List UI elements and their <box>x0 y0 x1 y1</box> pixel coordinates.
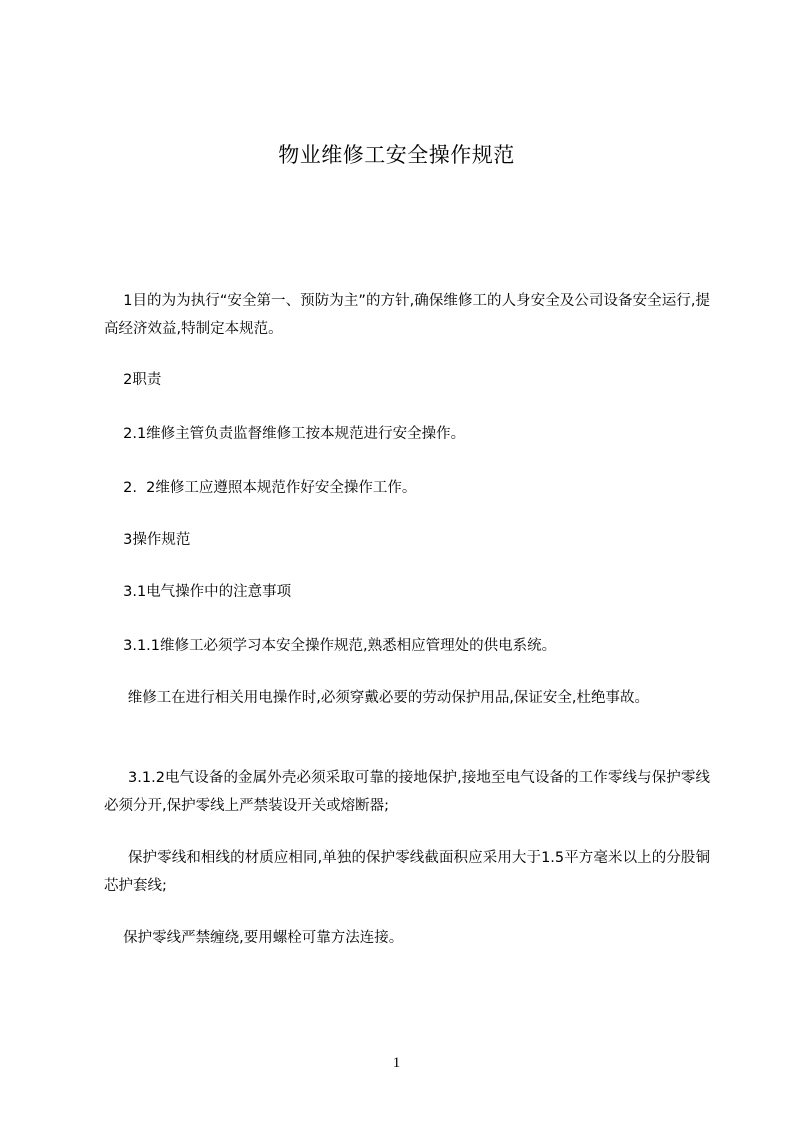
paragraph-protective-equipment: 维修工在进行相关用电操作时,必须穿戴必要的劳动保护用品,保证安全,杜绝事故。 <box>104 690 650 706</box>
document-title: 物业维修工安全操作规范 <box>278 143 515 167</box>
paragraph-electrical-notes-heading: 3.1电气操作中的注意事项 <box>104 584 292 600</box>
paragraph-protective-neutral-connection: 保护零线严禁缠绕,要用螺栓可靠方法连接。 <box>104 930 404 946</box>
paragraph-purpose: 1目的为为执行“安全第一、预防为主”的方针,确保维修工的人身安全及公司设备安全运行,提高经济效益,特制定本规范。 <box>104 293 710 337</box>
paragraph-rule-3-1-2: 3.1.2电气设备的金属外壳必须采取可靠的接地保护,接地至电气设备的工作零线与保护零线必须分开,保护零线上严禁装设开关或熔断器; <box>104 770 710 814</box>
paragraph-responsibility-2-2: 2. 2维修工应遵照本规范作好安全操作工作。 <box>104 480 417 496</box>
paragraph-responsibilities-heading: 2职责 <box>104 372 162 388</box>
page-number: 1 <box>392 1055 401 1071</box>
paragraph-responsibility-2-1: 2.1维修主管负责监督维修工按本规范进行安全操作。 <box>104 426 466 442</box>
paragraph-rule-3-1-1: 3.1.1维修工必须学习本安全操作规范,熟悉相应管理处的供电系统。 <box>104 638 557 654</box>
paragraph-operation-heading: 3操作规范 <box>104 532 191 548</box>
paragraph-protective-neutral-material: 保护零线和相线的材质应相同,单独的保护零线截面积应采用大于1.5平方毫米以上的分股铜芯护套线; <box>104 850 710 894</box>
